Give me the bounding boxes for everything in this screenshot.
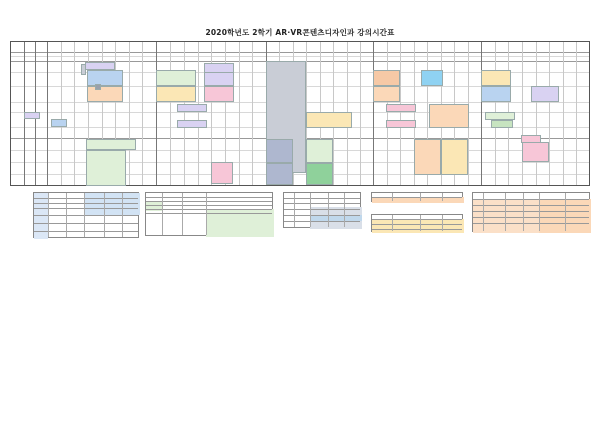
course-block [87, 86, 123, 102]
course-block [204, 72, 234, 86]
course-block [51, 119, 67, 127]
course-block [24, 112, 40, 119]
course-block [177, 104, 207, 112]
course-block [156, 86, 196, 102]
course-block [306, 139, 333, 163]
header-divider [11, 56, 589, 57]
course-block [266, 163, 293, 185]
course-block [531, 86, 559, 102]
course-info-table [33, 192, 139, 238]
course-info-table [283, 192, 361, 228]
day-divider [156, 42, 157, 185]
course-block [373, 70, 400, 86]
course-block [306, 112, 352, 128]
course-block [266, 139, 293, 163]
timetable-grid [10, 41, 590, 186]
course-block [211, 162, 233, 184]
course-block [441, 139, 468, 175]
course-block [81, 64, 86, 75]
day-divider [481, 42, 482, 185]
course-block [306, 163, 333, 185]
course-block [86, 139, 136, 150]
course-block [491, 120, 513, 128]
course-block [95, 84, 101, 90]
col-line [47, 42, 48, 185]
course-block [204, 86, 234, 102]
course-block [156, 70, 196, 86]
course-info-table [371, 214, 463, 232]
course-block [86, 150, 126, 186]
course-block [421, 70, 443, 86]
course-block [429, 104, 469, 128]
course-block [177, 120, 207, 128]
course-block [481, 70, 511, 86]
course-block [481, 86, 511, 102]
day-divider [373, 42, 374, 185]
course-block [87, 70, 123, 86]
course-block [85, 62, 115, 70]
page-title: 2020학년도 2학기 AR·VR콘텐츠디자인과 강의시간표 [205, 28, 395, 37]
course-block [386, 120, 416, 128]
course-block [414, 139, 441, 175]
course-block [373, 86, 400, 102]
header-divider [11, 52, 589, 53]
course-info-table [145, 192, 273, 236]
course-block [522, 142, 549, 162]
course-block [386, 104, 416, 112]
course-info-table [472, 192, 590, 232]
course-info-table [371, 192, 463, 202]
course-block [485, 112, 515, 120]
